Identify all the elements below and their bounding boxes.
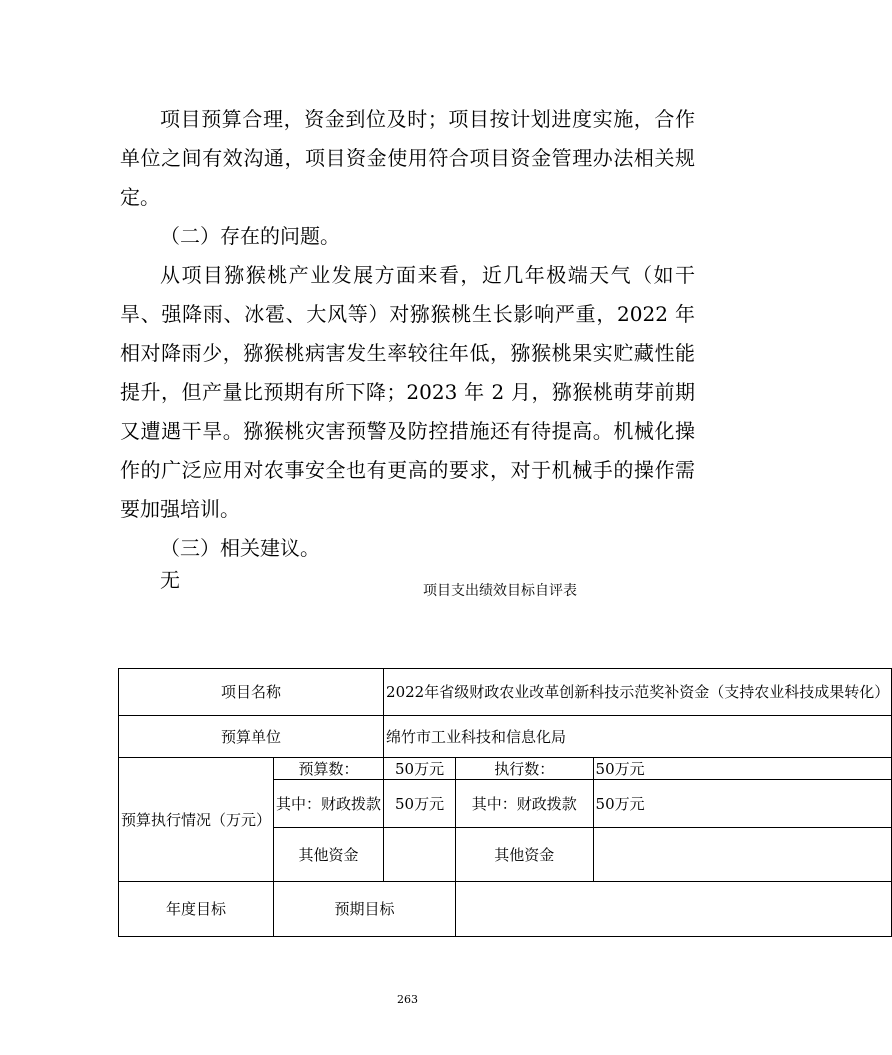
heading-suggestions: （三）相关建议。: [160, 536, 320, 560]
suggestion-none: 无: [160, 568, 180, 592]
table-row-project-name: [119, 669, 892, 716]
table-row-budget-amount: [119, 758, 892, 780]
other-funds-executed-label: 其他资金: [456, 828, 594, 882]
budget-unit-value: 绵竹市工业科技和信息化局: [384, 716, 892, 758]
project-name-value: 2022年省级财政农业改革创新科技示范奖补资金（支持农业科技成果转化）: [384, 669, 892, 716]
annual-target-label: 年度目标: [119, 882, 274, 937]
expected-target-value: [456, 882, 892, 937]
other-funds-label: 其他资金: [274, 828, 384, 882]
expected-target-label: 预期目标: [274, 882, 456, 937]
page-number: 263: [397, 993, 418, 1006]
other-funds-value: [384, 828, 456, 882]
table-row-budget-unit: [119, 716, 892, 758]
budget-amount-value: 50万元: [384, 758, 456, 780]
fiscal-allocation-value: 50万元: [384, 780, 456, 828]
heading-problems: （二）存在的问题。: [160, 224, 340, 248]
paragraph-summary: 项目预算合理，资金到位及时；项目按计划进度实施，合作单位之间有效沟通，项目资金使用符合项目资金管理办法相关规定。: [120, 107, 695, 209]
body-text: [120, 100, 695, 592]
budget-unit-label: 预算单位: [119, 716, 384, 758]
table-title: 项目支出绩效目标自评表: [423, 583, 577, 599]
paragraph-problems: 从项目猕猴桃产业发展方面来看，近几年极端天气（如干旱、强降雨、冰雹、大风等）对猕猴桃生长影响严重，2022 年相对降雨少，猕猴桃病害发生率较往年低，猕猴桃果实贮藏性能提升，但产量比预期有所下降；2023 年 2 月，猕猴桃萌芽前期又遭遇干旱。猕猴桃灾害预警及防控措施还有待提高。机械化操作的广泛应用对农事安全也有更高的要求，对于机械手的操作需要加强培训。: [120, 263, 695, 521]
fiscal-allocation-label: 其中：财政拨款: [274, 780, 384, 828]
executed-amount-value: 50万元: [593, 758, 892, 780]
project-name-label: 项目名称: [119, 669, 384, 716]
performance-self-evaluation-table: [118, 668, 892, 937]
fiscal-allocation-executed-value: 50万元: [593, 780, 892, 828]
budget-amount-label: 预算数：: [274, 758, 384, 780]
fiscal-allocation-executed-label: 其中：财政拨款: [456, 780, 594, 828]
budget-execution-label: 预算执行情况（万元）: [119, 758, 274, 882]
table-row-annual-target: [119, 882, 892, 937]
executed-amount-label: 执行数：: [456, 758, 594, 780]
other-funds-executed-value: [593, 828, 892, 882]
